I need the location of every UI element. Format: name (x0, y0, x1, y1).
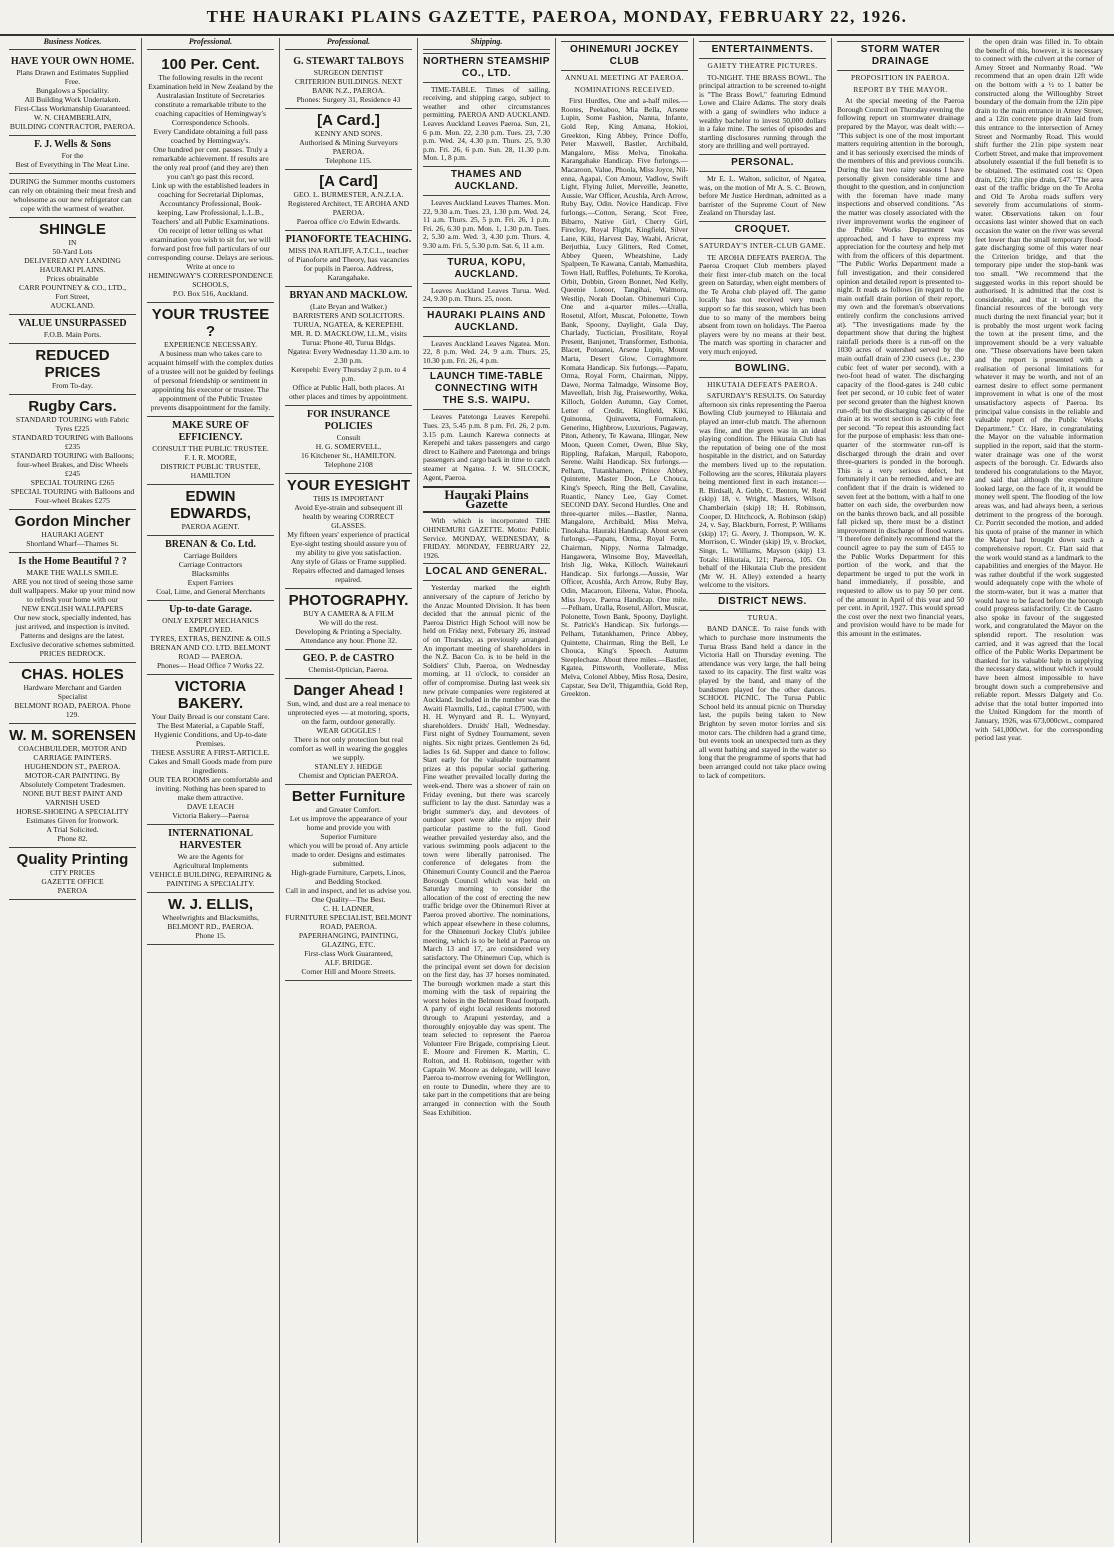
article-body: TO-NIGHT. THE BRASS BOWL. The principal attraction to be screened to-night is "The Brass Bowl," featuring Edmund Lowe and Claire Adams. The story deals with a gang of swindlers who induce a wealthy bachelor to invest 50,000 dollars in a fake mine. The series of episodes and startling disclosures running through the story are thrilling and well portrayed. (699, 72, 826, 151)
masthead (0, 0, 1114, 36)
ad-line: SURGEON DENTIST (313, 67, 384, 77)
advertisement (9, 136, 136, 174)
ad-line: H. G. SOMERVELL, (315, 441, 382, 451)
ad-line: Every Candidate obtaining a full pass coached by Hemingway's. (153, 126, 268, 145)
section-headline: HAURAKI PLAINS AND AUCKLAND. (423, 307, 550, 337)
ad-title: VICTORIA BAKERY. (174, 677, 247, 712)
ad-title: Gordon Mincher (14, 512, 131, 530)
ad-line: From To-day. (51, 380, 94, 390)
advertisement (9, 553, 136, 663)
ad-line: ONLY EXPERT MECHANICS EMPLOYED. (162, 615, 259, 634)
article-body: First Hurdles, One and a-half miles.—Rootes, Peekaboo, Mia Bella, Arsene Lupin, Some Fashion, Nanna, Infante, Gold Rep, King Amana, Hokioi, Greekton, King Abbey, Prince Doffo, Peter Maxwell, Bastler, Archibald, Mangalore, Miss Melva, Tinokaha. Karangahake Handicap. Five furlongs.—Macaroon, Value, Phoola, Miss Joyce, Nil-enna, Agapai, Con Amour, Vadlow, Swift Light, Flying Juliet, Merveille, Jeanette, Aussie, War Officer, Acushla, Arch Arrow, Ruby Bay, Odin. Novice Handicap. Five furlongs.—Cotton, Serang, Scot Free, Bibarro, Native Girl, Cherry Girl, Firecloy, Royal Flight, Kingfield, Silver Lane, Kiki, Harvest Day, Waabi, Aricrat, Berjuthia, Lucy Glitters, Red Comet, Abbey Queen, Wheatshine, Lady Spalpeen, Te Kawana, Cantab, Mamashita, Town Hall, Ruffles, Polehunts, Te Koroka, Orbit, Dobbin, Green Bonnet, Ned Kelly, Queenie Lotoor, Tangihai, Walmora, Westlip, Norah Doolan. Ohinemuri Cup. One and a-quarter miles.—Uralla, Rosetul, Alfort, Muscat, Polonette, Town Bank, Spoony, Daylight, Gala Day, Charlady, Tuctician, Prosilitate, Royal Present, Banjonet, Transformer, Esthonia, Blacet, Potoanei, Arsene Lupin, Mount Marta, Desert Glow, Corraghmore. Komata Handicap. Six furlongs.—Papatu, Orma, Royal Form, Chairman, Nippy, Dawe, Norma Talmadge, Winsome Boy, Maveellah, Irish Jig, Praiseworthy, Weka, Killoch, Golden Autumn, Gay Comet, Letter of Credit, Kingfield, Kiki, Quinonna, Quinavetta, Formaleen, Generino, Highbrow, Luxurious, Pagaway, Piton, Athenry, Te Kawana, Illingar, New Moon, Queen Comet, Owen, Blue Sky, Rippling, Rafakan, Marquil, Rabopoto, Serene. Waihi Handicap. Six furlongs.—Pelham, Tutankhamen, Prince Abbey, Quintette, Master Doon, Le Chouca, King's Speech, Ring the Bell, Cavaline, Ruantic, Nancy Lee, Gay Comet. SECOND DAY. Second Hurdles. One and three-quarter miles.—Bastler, Nanna, Mangalore, Archibald, Miss Melva, Tinokaha. Hauraki Handicap. About seven furlongs.—Papatu, Orma, Royal Form, Chairman, Nippy, Norma Talmadge, Hangawera, Winsome Boy, Maveellah, Irish Jig, Weka, Killoch. Waitekauri Handicap. Six furlongs.—Aussie, War Officer, Acushla, Arch Arrow, Ruby Bay, Odin, Macaroon, Eileena, Value, Phoola, Miss Joyce. Paeroa Handicap. One mile.—Pelham, Uralla, Rosetul, Alfort, Muscat, Polonette, Town Bank, Spoony, Daylight. St. Patrick's Handicap. Six furlongs.—Pelham, Tutankhamen, Prince Abbey, Quintette, Chairman, Ring the Bell, Le Chouca, King's Speech. Autumn Steeplechase. About three miles.—Bastler, Kgatea, Pittsworth, Voollerate, Miss Melva, Colonel Abbey, Miss Rosa, Desire, Capstar, Sea De'il, Thigamthia, Gold Rep, Greekton. (561, 96, 689, 699)
ad-title: EDWIN EDWARDS, (170, 487, 251, 522)
ad-title: REDUCED PRICES (35, 346, 110, 381)
ad-line: Wheelwrights and Blacksmiths, (162, 912, 259, 922)
ad-line: THIS IS IMPORTANT (313, 493, 384, 503)
ad-line: HAURAKI AGENT (41, 529, 104, 539)
ad-line: HEMINGWAY'S CORRESPONDENCE SCHOOLS, (148, 270, 273, 289)
ad-line: The following results in the recent Examination held in New Zealand by the Australasian Institute of Secretaries constitute a remarkable tribute to the coaching capacities of Hemingway's Correspondence Schools. (148, 72, 273, 127)
ad-line: Phone 82. (57, 833, 88, 843)
ad-line: Kerepehi: Every Thursday 2 p.m. to 4 p.m. (290, 364, 406, 383)
column-professional-1 (142, 38, 280, 1543)
ad-line: Developing & Printing a Specialty. (295, 626, 402, 636)
advertisement (9, 848, 136, 900)
advertisement (285, 231, 412, 287)
ad-line: High-grade Furniture, Carpets, Linos, and Bedding Stocked. (291, 867, 406, 886)
ad-line: Telephone 115. (325, 155, 372, 165)
ad-line: MOTOR-CAR PAINTING. By Absolutely Competent Tradesmen. (19, 770, 126, 789)
ad-line: F. I. R. MOORE, (184, 452, 237, 462)
ad-line: CARR POUNTNEY & CO., LTD., (18, 282, 127, 292)
ad-line: Paeroa office c/o Edwin Edwards. (296, 216, 401, 226)
ad-title: BRENAN & Co. Ltd. (165, 538, 256, 550)
ad-title: F. J. Wells & Sons (34, 138, 111, 150)
ad-line: BRENAN AND CO. LTD. BELMONT ROAD — PAEROA. (150, 642, 271, 661)
ad-title: YOUR TRUSTEE ? (151, 305, 270, 340)
ad-line: OUR TEA ROOMS are comfortable and inviting. Nothing has been spared to make them attractive. (148, 774, 273, 802)
ad-title: Is the Home Beautiful ? ? (18, 555, 127, 567)
article-subhead: PROPOSITION IN PAEROA. (850, 73, 951, 82)
ad-line: EXPERIENCE NECESSARY. (163, 339, 258, 349)
ad-line: Let us improve the appearance of your home and provide you with (289, 813, 408, 832)
advertisement (147, 893, 274, 945)
ad-line: First-class Work Guaranteed, (304, 948, 393, 958)
ad-line: Registered Architect, TE AROHA AND PAEROA. (287, 198, 410, 217)
advertisement (9, 218, 136, 315)
section-body: Leaves Auckland Leaves Ngatea. Mon. 22, 8 p.m. Wed. 24, 9 a.m. Thurs. 25, 10.30 p.m. Fri. 26, 4 p.m. (423, 338, 550, 365)
ad-line: Consult (336, 432, 361, 442)
article-body: TE AROHA DEFEATS PAEROA. The Paeroa Croquet Club members played their first inter-club match on the local green on Saturday, when eight members of the Te Aroha club played off. The game locally has not received very much support so far this season, which has been due to so many of the members being absent from town on holidays. The Paeroa players were by no means at their best. The match was sporting in character and very much enjoyed. (699, 252, 826, 357)
ad-title: GEO. P. de CASTRO (302, 652, 395, 664)
article-subhead: NOMINATIONS RECEIVED. (574, 84, 675, 94)
ad-line: 50-Yard Lots (52, 246, 93, 256)
ad-title: Better Furniture (291, 787, 406, 805)
advertisement (9, 174, 136, 218)
ad-line: Any style of Glass or Frame supplied. (290, 556, 407, 566)
article-subhead: GAIETY THEATRE PICTURES. (707, 61, 818, 70)
ad-line: FURNITURE SPECIALIST, BELMONT ROAD, PAEROA. (285, 912, 412, 931)
ad-line: Telephone 2108 (324, 459, 373, 469)
advertisement (9, 395, 136, 510)
ad-line: Attendance any hour. Phone 32. (299, 635, 397, 645)
article-headline: BOWLING. (699, 360, 826, 378)
ad-line: Bungalows a Speciality. (35, 85, 110, 95)
ad-line: For the (61, 150, 84, 160)
column-business-notices (4, 38, 142, 1543)
advertisement (285, 474, 412, 589)
section-headline: THAMES AND AUCKLAND. (423, 166, 550, 196)
ad-title: W. M. SORENSEN (9, 726, 136, 744)
column-heading: Professional. (285, 38, 412, 50)
ad-line: 16 Kitchener St., HAMILTON. (301, 450, 396, 460)
ad-line: SPECIAL TOURING £265 (30, 477, 115, 487)
column-jockey-club (556, 38, 694, 1543)
advertisement (147, 601, 274, 675)
ad-line: Carriage Builders (183, 550, 238, 560)
ad-line: MAKE THE WALLS SMILE. (26, 567, 119, 577)
ad-line: PAPERHANGING, PAINTING, GLAZING, ETC. (298, 930, 399, 949)
section-body: Leaves Auckland Leaves Turua. Wed. 24, 9.30 p.m. Thurs. 25, noon. (423, 285, 550, 304)
ad-line: Phones— Head Office 7 Works 22. (156, 660, 265, 670)
ad-line: Prices obtainable (46, 273, 99, 283)
ad-title: PIANOFORTE TEACHING. (285, 233, 412, 245)
ad-line: A Trial Solicited. (46, 824, 99, 834)
ad-line: NEW ENGLISH WALLPAPERS (21, 603, 124, 613)
ad-line: P.O. Box 516, Auckland. (172, 288, 249, 298)
advertisement (147, 53, 274, 303)
ad-line: We are the Agents for (177, 851, 244, 861)
ad-line: THESE ASSURE A FIRST-ARTICLE. (151, 747, 270, 757)
ad-line: Superior Furniture (320, 831, 377, 841)
article-subhead: TURUA. (747, 612, 778, 622)
ad-title: [A Card] (319, 172, 378, 190)
column-heading: Shipping. (423, 38, 550, 50)
ad-line: All Building Work Undertaken. (24, 94, 121, 104)
ad-line: Phone 15. (195, 930, 226, 940)
ad-line: On receipt of letter telling us what examination you wish to sit for, we will forward post free full particulars of our corresponding course. Delays are serious. Write at once to (147, 225, 274, 271)
ad-line: MR. R. D. MACKLOW, LL.M., visits (290, 328, 407, 338)
column-shipping-local (418, 38, 556, 1543)
ad-line: PAEROA (57, 885, 88, 895)
column-storm-water (832, 38, 970, 1543)
column-entertainments (694, 38, 832, 1543)
ad-title: CHAS. HOLES (21, 665, 124, 683)
ad-line: ARE you not tired of seeing those same dull wallpapers. Make up your mind now to refresh your home with our (9, 576, 136, 604)
ad-title: 100 Per. Cent. (161, 55, 260, 73)
ad-line: Blacksmiths (191, 568, 230, 578)
ad-line: AUCKLAND. (50, 300, 95, 310)
ad-line: Call in and inspect, and let us advise you. (285, 885, 412, 895)
advertisement (285, 406, 412, 474)
article-headline: DISTRICT NEWS. (699, 593, 826, 611)
ad-line: Cakes and Small Goods made from pure ingredients. (148, 756, 273, 775)
ad-line: ALF. BRIDGE. (324, 957, 373, 967)
ad-line: Office at Public Hall, both places. At other places and times by appointment. (289, 382, 408, 401)
ad-line: Hardware Merchant and Garden Specialist (23, 682, 122, 701)
ad-line: CONSULT THE PUBLIC TRUSTEE. (152, 443, 269, 453)
ad-line: CITY PRICES (49, 867, 96, 877)
ad-title: Quality Printing (16, 850, 129, 868)
ad-line: Estimates Given for Ironwork. (26, 815, 119, 825)
column-storm-water-cont (970, 38, 1108, 1543)
ad-title: BRYAN AND MACKLOW. (289, 289, 408, 301)
ad-line: C. H. LADNER, (323, 903, 374, 913)
ad-line: My fifteen years' experience of practical Eye-sight testing should assure you of my ability to give you satisfaction. (287, 529, 410, 557)
ad-line: Plans Drawn and Estimates Supplied Free. (16, 67, 129, 86)
ad-title: VALUE UNSURPASSED (18, 317, 127, 329)
ad-title: Danger Ahead ! (293, 681, 404, 699)
ad-line: DURING the Summer months customers can rely on obtaining their meat fresh and wholesome as our new refrigerator can cope with the warmest of weather. (9, 176, 136, 213)
advertisement (147, 825, 274, 893)
ad-line: Our new stock, specially indented, has just arrived, and inspection is invited. Patterns and designs are the latest. Exclusive decorative schemes submitted. (10, 612, 135, 649)
article-subhead: SATURDAY'S INTER-CLUB GAME. (699, 240, 826, 250)
ad-line: There is not only protection but real comfort as well in wearing the goggles we supply. (289, 734, 408, 762)
ad-title: FOR INSURANCE POLICIES (306, 408, 391, 432)
column-heading: Professional. (147, 38, 274, 50)
ad-line: TYRES, EXTRAS, BENZINE & OILS (150, 633, 271, 643)
ad-line: The Best Material, a Capable Staff, Hygienic Conditions, and Up-to-date Premises. (154, 720, 267, 748)
ad-line: IN (68, 237, 77, 247)
ad-line: Phones: Surgery 31, Residence 43 (296, 94, 401, 104)
advertisement (147, 675, 274, 825)
ad-line: One hundred per cent. passes. Truly a remarkable achievement. If results are the only real proof (and they are) then you can't go past this record. (152, 144, 269, 181)
ad-line: DAVE LEACH (186, 801, 235, 811)
section-body: Leaves Patetonga Leaves Kerepehi. Tues. 23, 5.45 p.m. 8 p.m. Fri. 26, 2 p.m. 3.15 p.m. Launch Karewa connects at Kerepehi and takes passengers and cargo direct to Kaihere and Patetonga and brings passengers and cargo back in time to catch steamer at Ngatea. J. W. SILCOCK, Agent, Paeroa. (423, 412, 550, 482)
advertisement (9, 663, 136, 724)
advertisement (285, 287, 412, 406)
ad-line: GEO. L. BURMESTER, A.N.Z.I.A. (293, 189, 404, 199)
section-body: With which is incorporated THE OHINEMURI GAZETTE. Motto: Public Service. MONDAY, WEDNESDAY, & FRIDAY. MONDAY, FEBRUARY 22, 1926. (423, 516, 550, 560)
article-headline: CROQUET. (699, 221, 826, 239)
article-body: BAND DANCE. To raise funds with which to purchase more instruments the Turua Brass Band held a dance in the Victoria Hall on Thursday evening. The attendance was very large, the hall being taxed to its capacity. The first waltz was played by the band, and many of the bandsmen played for the other dances. SCHOOL PICNIC. The Turua Public School held its annual picnic on Thursday last, the pupils being taken to New Brighton by seven motor lorries and six motor cars. The children had a grand time, but events took an unexpected turn as they all went bathing and stayed in the water so long that the programme of sports that had been arranged could not take place owing to lack of competitors. (699, 624, 826, 780)
article-headline: ENTERTAINMENTS. (699, 41, 826, 59)
ad-line: Link up with the established leaders in coaching for Secretarial Diplomas, Accountancy Professional, Book-keeping, Law Professional, L.L.B., Teachers' and all Public Examinations. (151, 180, 270, 226)
advertisement (147, 303, 274, 417)
section-headline: LOCAL AND GENERAL. (423, 563, 550, 581)
ad-line: Shortland Wharf—Thames St. (26, 538, 119, 548)
ad-title: [A Card.] (317, 111, 380, 129)
ad-line: COACHBUILDER, MOTOR AND CARRIAGE PAINTERS. HUGHENDON ST., PAEROA. (18, 743, 127, 771)
article-body: SATURDAY'S RESULTS. On Saturday afternoon six rinks representing the Paeroa Bowling Club journeyed to Hikutaia and played an inter-club match. The afternoon was fine, and the green was in an ideal playing condition. The Hikutaia Club has the reputation of being one of the most hospitable in the district, and on Saturday the members lived up to the reputation. Following are the scores, Hikutaia players being mentioned first in each instance:— R. Birdsall, A. Gubb, C. Benton, W. Reid (skip) 18, v. Wright, Masters, Wilson, Chamberlain (skip) 18; H. Robinson, Cooper, D. Hitchcock, A. Robinson (skip) 24, v. Say, Blackburn, Forrest, P. Williams (skip) 17; G. Avery, J. Thompson, W. K. Morrison, C. Winder (skip) 19, v. Brocket, Singe, L. Williams, Mayson (skip) 13. Totals: Hikutaia, 121; Paeroa, 105. On behalf of the Hikutaia Club the president (Mr W. H. Alley) extended a hearty welcome to the visitors. (699, 391, 826, 590)
ad-title: YOUR EYESIGHT (286, 476, 411, 494)
advertisement (285, 650, 412, 679)
ad-line: Authorised & Mining Surveyors PAEROA. (299, 137, 398, 156)
article-subhead: REPORT BY THE MAYOR. (853, 84, 948, 94)
article-body: the open drain was filled in. To obtain the benefit of this, however, it is necessary to connect with the culvert at the corner of Arney Street and Normanby Road. "We recommend that an open drain 12ft wide on the bottom with a ½ to 1 batter be constructed along the Willoughby Street boundary of the domain from the 12in pipe drain to the main entrance in Arney Street, and a 12in concrete pipe drain laid from this entrance to the intersection of Arney Street and Normanby Road. This would shift further the 21in pipe system near Corbett Street, and make that improvement absolutely essential if the full benefit is to be obtained. The estimated cost is: Open drain, £26; 12in pipe drain, £47. "The area east of the traffic bridge on the Te Aroha and Old Te Aroha roads suffers very severely from accumulations of storm-water. Observations taken on four occasions last winter showed that on each occasion the water on the river was several feet lower than the small temporary flood-gate discharging some of this water near the Criterion bridge, and that the temporary pipe under the stop-bank was too small. "We recommend that the suggested works in this report should be authorised. It is admitted that the cost is considerable, and that it will tax the financial resources of the borough very much during the next financial year; but it is probably the most urgent work facing the town at the present time, and the improvement should be a very valuable one. "These observations have been taken and the report is presented with a realisation of personal limitations for whatever it may be worth, and not of an earnest desire to effect some permanent improvement in what is one of the most unsatisfactory aspects of Paeroa. Its principal value consists in the reliable and valuable report of the Public Works Department." Cr. Hare, in congratulating the Mayor on the valuable information supplied in the report, said that the storm-water drainage was one of the worst aspects of the borough. Cr. Edwards also tendered his congratulations to the Mayor, and said that although the expenditure looked large, on the face of it, it would be money well spent. The flooding of the low areas was, and had always been, a serious detriment to the progress of the borough. Cr. Porritt seconded the motion, and added his quota of praise of the manner in which the Mayor had brought down such a comprehensive report. Cr. Flatt said that the work would stand as a landmark to the capabilities and energies of the Mayor. He was rather doubtful if the work suggested would adequately cope with the whole of the storm-water, but it was a matter that would have to be faced before the borough could progress satisfactorily. Cr. de Castro also spoke in favour of the suggested work, and congratulated the Mayor on the splendid report. The resolution was carried, and it was agreed that the local office of the Public Works Department be thanked for its valuable help in supplying the necessary data, without which it would have been almost impossible to have brought down such a comprehensive and reliable report. Messrs Dalgety and Co. advise that the total butter imported into the United Kingdom for the month of January, 1926, was 673,000cwt., compared with 541,000cwt. for the corresponding period last year. (975, 38, 1103, 743)
section-headline: Hauraki Plains Gazette (423, 486, 550, 513)
article-body: At the special meeting of the Paeroa Borough Council on Thursday evening the following report on stormwater drainage prepared by the Mayor, was dealt with:— "This subject is one of the most important matters requiring attention in the borough, and it has seriously exercised the minds of the members of this and previous councils. During the last two rainy seasons I have personally given considerable time and thought to the question, and in conjunction with the foreman have made many inspections and observed conditions. "As the matter was closely associated with the river improvement works the engineer of the Public Works Department was approached, and I have to express my appreciation for the courtesy and help met with from the officers of this department. "The Public Works Department made a full investigation, and their considered opinion and detailed report is presented to-night. It reads as follows (in regard to the main outfall drain portion of their report, my own and the foreman's observations entirely confirm the conclusions arrived at). "The investigations made by the department show that during the highest rainfall periods there is a run-off on the 1030 acres of watershed served by the main outfall drain of 230 cusecs (i.e., 230 cubic feet of water per second), with a two-foot head of water. The discharging capacity of the flood-gates is 240 cubic feet per second, or 10 cubic feet of water per second greater than the highest known run-off; but the discharging capacity of the drain at its worst section is 26 cubic feet per second. "To repeat this astounding fact for the purpose of emphasis: less than one-quarter of the stormwater run-off is discharged through the drain and over three-quarters is ponded in the borough. This is a very serious defect, but fortunately it can be remedied, and we are confident that if the drain is widened to seven feet at the bottom, with a half to one batter on each side, the overburden now on the banks thrown back, and all possible fall picked up, there must be a distinct improvement in discharge of flood waters. "I therefore definitely recommend that the council agree to pay the sum of £455 to the Public Works Department for this portion of the work, and that the department be urged to put the work in hand immediately, if possible, and requested to allow us to pay 50 per cent. of the amount in April of this year and 50 per cent. in April, 1927. This would spread the cost over the next two financial years, and provision would have to be made for this amount in the estimates. (837, 96, 964, 638)
section-body: Yesterday marked the eighth anniversary of the capture of Jericho by the Anzac Mounted Division. It has been decided that the annual picnic of the Paeroa District High School will now be held on Friday next, February 26, instead of on Thursday, as previously arranged. An important meeting of shareholders in the N.Z. Bacon Co. is to be held in the Soldiers' Club, Paeroa, on Wednesday morning, at 11 o'clock, to consider an offer of compromise. During last week six new private companies were registered at Auckland. Included in the number was the Awaiti Flaxmills, Ltd., capital £7500, with H. H. Wynyard and R. L. Wynyard, shareholders. Druids' Hall, Wednesday. First night of Sydney Tournament, seven nights. Six night prizes. Gentlemen 2s 6d, ladies 1s 6d. Supper and dance to follow. Start early for the valuable tournament prizes at this popular social gathering. Fine weather prevailed locally during the week-end. There was a shower of rain on Friday evening, but there was scarcely sufficient to lay the dust. Saturday was a bright summer's day, and devotees of outdoor sport were able to enjoy their particular pastime to the full. Good weather prevailed yesterday also, and the various swimming pools adjacent to the town were liberally patronised. The conference of delegates from the Ohinemuri County Council and the Paeroa Borough Council which was held on Saturday morning to consider the allocation of the cost of erecting the new traffic bridge over the Ohinemuri River at Paeroa proved abortive. The nominations, which appear elsewhere in these columns, for the Ohinemuri Jockey Club's jubilee meeting, which is to be held at Paeroa on March 13 and 17, are considered very satisfactory. The Ohinemuri Cup, which is the principal event set down for decision on the first day, has 37 horses nominated. The borough workmen made a start this morning with the task of repairing the worst holes in the Belmont Road footpath. A party of eight local residents motored through to Arapuni yesterday, and a thoroughly enjoyable day was spent. The team selected to represent the Paeroa Volunteer Fire Brigade, comprising Lieut. E. Moore and Firemen K. Martin, C. Rolton, and H. Robinson, together with Captain W. Moore as delegate, will leave Paeroa to-morrow evening for Wellington, en route to Dunedin, where they are to take part in the competitions that are being arranged in connection with the South Seas Exhibition. (423, 583, 550, 1117)
newspaper-columns (4, 38, 1110, 1543)
article-subhead: ANNUAL MEETING AT PAEROA. (565, 73, 684, 82)
ad-line: VEHICLE BUILDING, REPAIRING & PAINTING A SPECIALITY. (149, 869, 272, 888)
ad-line: W. N. CHAMBERLAIN, (33, 112, 112, 122)
ad-line: One Quality—The Best. (311, 894, 386, 904)
ad-line: SPECIAL TOURING with Balloons and Four-wheel Brakes £275 (10, 486, 135, 505)
column-heading: Business Notices. (9, 38, 136, 50)
advertisement (9, 344, 136, 395)
article-headline: STORM WATER DRAINAGE (837, 41, 964, 71)
article-body: Mr E. L. Walton, solicitor, of Ngatea, was, on the motion of Mr A. S. C. Brown, before Mr Justice Herdman, admitted as a barrister of the Supreme Court of New Zealand on Thursday last. (699, 173, 826, 218)
ad-line: Agricultural Implements (173, 860, 248, 870)
section-headline: TURUA, KOPU, AUCKLAND. (423, 254, 550, 284)
ad-title: Rugby Cars. (28, 397, 117, 415)
article-subhead: HIKUTAIA DEFEATS PAEROA. (707, 379, 818, 389)
ad-title: MAKE SURE OF EFFICIENCY. (172, 419, 249, 443)
ad-line: Victoria Bakery—Paeroa (172, 810, 249, 820)
ad-line: A business man who takes care to acquaint himself with the complex duties of a trustee will not be guided by feelings of personal friendship or sentiment in appointing his executor or trustee. The appointment of the Public Trustee prevents disappointment for the family. (147, 348, 274, 412)
ad-line: PRICES BEDROCK. (39, 648, 106, 658)
ad-line: DISTRICT PUBLIC TRUSTEE, HAMILTON (160, 461, 261, 480)
ad-title: G. STEWART TALBOYS (293, 55, 404, 67)
ad-line: BUILDING CONTRACTOR, PAEROA. (9, 121, 136, 131)
ad-line: We will do the rest. (318, 617, 379, 627)
ad-line: Your Daily Bread is our constant Care. (151, 711, 270, 721)
advertisement (147, 485, 274, 536)
ad-line: Fort Street, (55, 291, 90, 301)
ad-line: PAEROA AGENT. (181, 521, 240, 531)
ad-line: Chemist and Optician PAEROA. (298, 770, 399, 780)
ad-line: HORSE-SHOEING A SPECIALITY (16, 806, 129, 816)
ad-line: Chemist-Optician, Paeroa. (308, 664, 389, 674)
ad-title: SHINGLE (39, 220, 106, 238)
advertisement (285, 53, 412, 109)
advertisement (147, 536, 274, 601)
ad-title: INTERNATIONAL HARVESTER (168, 827, 253, 851)
ad-line: Corner Hill and Moore Streets. (301, 966, 396, 976)
advertisement (285, 679, 412, 785)
ad-line: TURUA, NGATEA, & KEREPEHI. (293, 319, 404, 329)
ad-line: which you will be proud of. Any article made to order. Designs and estimates submitted. (288, 840, 409, 868)
ad-line: Expert Farriers (187, 577, 234, 587)
ad-line: BUY A CAMERA & A FILM (303, 608, 394, 618)
ad-line: STANDARD TOURING with Balloons; four-wheel Brakes, and Disc Wheels £245 (11, 450, 134, 478)
column-professional-2 (280, 38, 418, 1543)
ad-line: STANDARD TOURING with Balloons £235 (12, 432, 133, 451)
section-body: Leaves Auckland Leaves Thames. Mon. 22, 9.30 a.m. Tues. 23, 1.30 p.m. Wed. 24, 11 a.m. Thurs. 25, 5 p.m. Fri. 26, 1 p.m. Fri. 26, 6.30 p.m. Mon. 1, 1.30 p.m. Tues. 2, 5.30 a.m. Wed. 3, 4.30 p.m. Thurs. 4, 9.30 a.m. Fri. 5, 5.30 p.m. Sat. 6, 11 a.m. (423, 197, 550, 250)
ad-line: GAZETTE OFFICE (41, 876, 104, 886)
article-headline: PERSONAL. (699, 154, 826, 172)
ad-line: Turua: Phone 40, Turua Bldgs. (301, 337, 396, 347)
advertisement (147, 417, 274, 485)
ad-line: BARRISTERS AND SOLICITORS. (292, 310, 405, 320)
ad-line: Ngatea: Every Wednesday 11.30 a.m. to 2.30 p.m. (287, 346, 410, 365)
ad-line: Repairs effected and damaged lenses repaired. (292, 565, 405, 584)
advertisement (285, 785, 412, 981)
ad-line: Sun, wind, and dust are a real menace to unprotected eyes — at motoring, sports, on the farm, outdoor generally. (287, 698, 410, 726)
advertisement (9, 53, 136, 136)
ad-title: Up-to-date Garage. (169, 603, 252, 615)
ad-line: DELIVERED ANY LANDING HAURAKI PLAINS. (24, 255, 121, 274)
section-headline: NORTHERN STEAMSHIP CO., LTD. (423, 53, 550, 83)
ad-line: WEAR GOGGLES ! (316, 725, 381, 735)
ad-title: HAVE YOUR OWN HOME. (10, 55, 135, 67)
ad-title: W. J. ELLIS, (167, 895, 253, 913)
masthead-title: THE HAURAKI PLAINS GAZETTE, PAEROA, MONDAY, FEBRUARY 22, 1926. (206, 7, 908, 26)
article-headline: OHINEMURI JOCKEY CLUB (561, 41, 688, 71)
ad-line: Avoid Eye-strain and subsequent ill health by wearing CORRECT GLASSES. (294, 502, 403, 530)
ad-line: MISS INA RATLIFF, A.T.C.L., teacher of Pianoforte and Theory, has vacancies for pupils in Paeroa. Address, Karangahake. (287, 245, 410, 282)
ad-line: Coal, Lime, and General Merchants (156, 586, 265, 596)
advertisement (9, 510, 136, 553)
advertisement (285, 170, 412, 231)
advertisement (285, 589, 412, 650)
advertisement (9, 724, 136, 848)
ad-line: BELMONT RD., PAEROA. (167, 921, 254, 931)
ad-line: (Late Bryan and Walker.) (310, 301, 387, 311)
ad-line: F.O.B. Main Ports. (43, 329, 102, 339)
ad-line: and Greater Comfort. (315, 804, 382, 814)
ad-title: PHOTOGRAPHY. (288, 591, 409, 609)
ad-line: Best of Everything in The Meat Line. (15, 159, 130, 169)
ad-line: STANLEY J. HEDGE (314, 761, 383, 771)
section-body: TIME-TABLE. Times of sailing, receiving, and shipping cargo, subject to weather and other circumstances permitting. PAEROA AND AUCKLAND. Leaves Auckland Leaves Paeroa. Sun, 21, 6 p.m. Mon. 22, 2.30 p.m. Tues. 23, 7.30 p.m. Wed. 24, 4.30 p.m. Thurs. 25, 9.30 p.m. Fri. 26, 6 p.m. Sun. 28, 11.30 p.m. Mon. 1, 8 p.m. (423, 84, 550, 163)
ad-line: First-Class Workmanship Guaranteed. (14, 103, 131, 113)
section-headline: LAUNCH TIME-TABLE CONNECTING WITH THE S.S. WAIPU. (423, 368, 550, 410)
ad-line: CRITERION BUILDINGS. NEXT BANK N.Z., PAEROA. (294, 76, 403, 95)
ad-line: NONE BUT BEST PAINT AND VARNISH USED (22, 788, 123, 807)
ad-line: STANDARD TOURING with Fabric Tyres £225 (15, 414, 130, 433)
advertisement (9, 315, 136, 344)
ad-line: BELMONT ROAD, PAEROA. Phone 129. (14, 700, 131, 719)
advertisement (285, 109, 412, 170)
ad-line: KENNY AND SONS. (314, 128, 383, 138)
ad-line: Carriage Contractors (178, 559, 243, 569)
